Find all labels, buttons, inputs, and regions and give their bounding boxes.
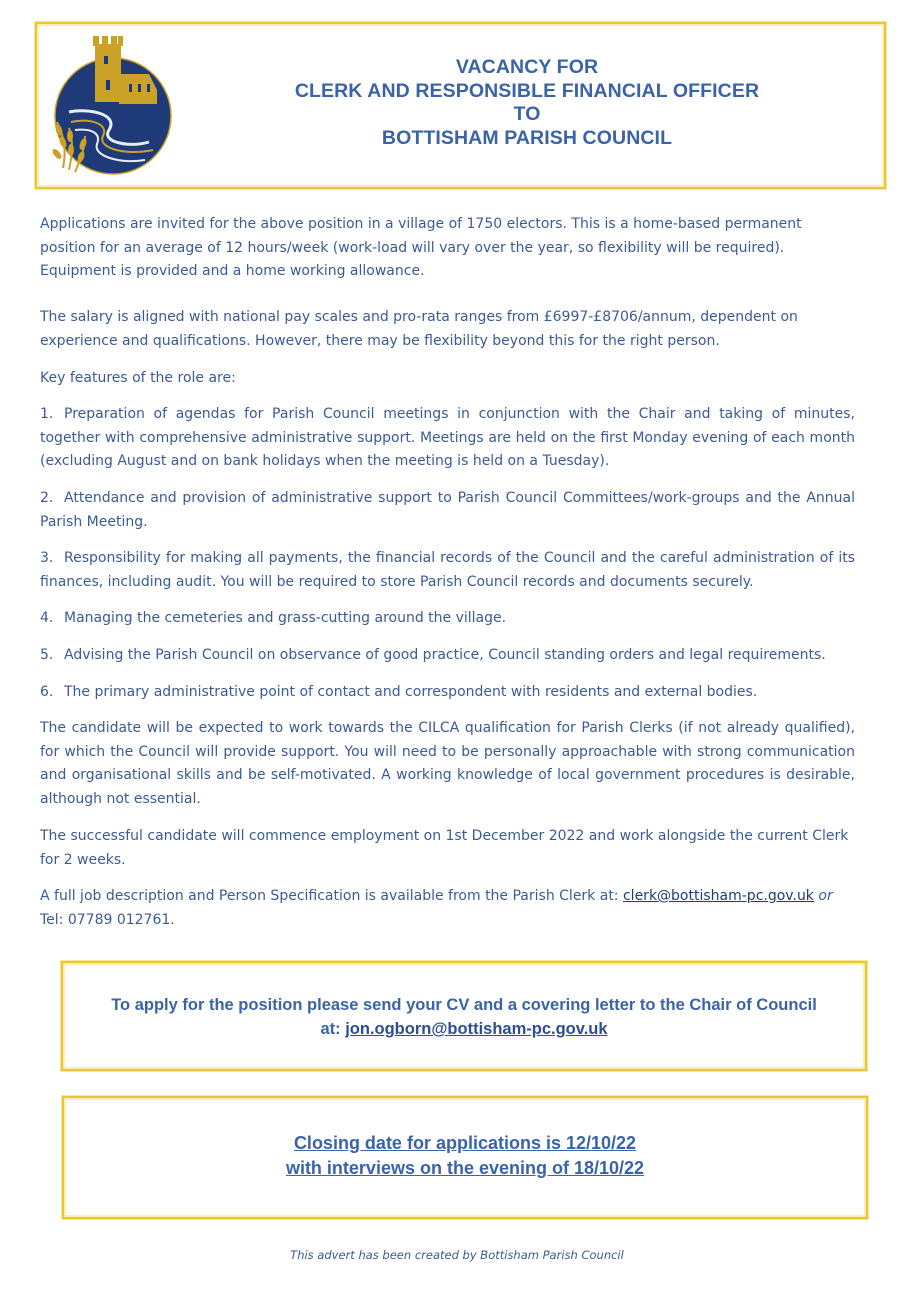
chair-email-link[interactable]: jon.ogborn@bottisham-pc.gov.uk — [345, 1020, 608, 1038]
key-features-heading — [40, 367, 855, 391]
feature-text: The primary administrative point of contact and correspondent with residents and external bodies. — [64, 684, 758, 700]
feature-text: Advising the Parish Council on observance of good practice, Council standing orders and legal requirements. — [64, 647, 826, 663]
candidate-paragraph — [40, 717, 855, 811]
apply-instructions — [63, 993, 865, 1041]
closing-line: Closing date for applications is 12/10/22 — [293, 1133, 637, 1153]
feature-number: 5. — [40, 647, 54, 663]
contact-tel: Tel: 07789 012761. — [40, 911, 175, 928]
key-features-heading-text: Key features of the role are: — [40, 370, 236, 386]
feature-text: Preparation of agendas for Parish Council meetings in conjunction with the Chair and taking of minutes, together with comprehensive administrative support. Meetings are held on the first Monday evening of each month (excluding August and on bank holidays when the meeting is held on a Tuesday). — [40, 406, 855, 469]
interview-line: with interviews on the evening of 18/10/22 — [285, 1158, 645, 1178]
closing-date-text — [64, 1131, 866, 1181]
commence-text: The successful candidate will commence employment on 1st December 2022 and work alongside the current Clerk for 2 weeks. — [40, 828, 849, 868]
contact-prefix: A full job description and Person Specification is available from the Parish Clerk at: — [40, 888, 623, 904]
feature-number: 6. — [40, 684, 54, 700]
feature-item — [40, 403, 855, 474]
feature-number: 1. — [40, 406, 54, 422]
feature-text: Attendance and provision of administrative support to Parish Council Committees/work-groups and the Annual Parish Meeting. — [40, 490, 855, 530]
feature-item — [40, 644, 855, 668]
candidate-text: The candidate will be expected to work towards the CILCA qualification for Parish Clerks (if not already qualified), for which the Council will provide support. You will need to be personally approachable with strong communication and organisational skills and be self-motivated. A working knowledge of local government procedures is desirable, although not essential. — [40, 720, 855, 807]
church-crest-icon — [49, 30, 177, 178]
feature-item — [40, 487, 855, 534]
title-line: TO — [513, 103, 541, 125]
feature-item — [40, 607, 855, 631]
closing-date-box — [62, 1096, 868, 1219]
salary-paragraph — [40, 306, 855, 353]
commence-paragraph — [40, 825, 855, 872]
title-line: BOTTISHAM PARISH COUNCIL — [381, 126, 673, 149]
title-line: CLERK AND RESPONSIBLE FINANCIAL OFFICER — [294, 79, 760, 102]
feature-item — [40, 681, 855, 705]
apply-box — [61, 961, 867, 1071]
footer-credit: This advert has been created by Bottisham Parish Council — [290, 1248, 624, 1262]
feature-number: 4. — [40, 610, 54, 626]
feature-item — [40, 547, 855, 594]
salary-text: The salary is aligned with national pay scales and pro-rata ranges from £6997-£8706/annum, dependent on experience and qualifications. However, there may be flexibility beyond this for the right person. — [40, 309, 798, 349]
vacancy-title — [217, 56, 837, 150]
title-line: VACANCY FOR — [455, 56, 599, 78]
apply-at: at: — [320, 1020, 346, 1038]
feature-number: 2. — [40, 490, 54, 506]
apply-line: To apply for the position please send your CV and a covering letter to the Chair of Council — [111, 996, 817, 1014]
contact-paragraph — [40, 885, 855, 932]
intro-paragraph — [40, 213, 855, 284]
clerk-email-link[interactable]: clerk@bottisham-pc.gov.uk — [622, 888, 814, 904]
header-box — [35, 22, 886, 189]
feature-number: 3. — [40, 550, 54, 566]
intro-text: Applications are invited for the above position in a village of 1750 electors. This is a home-based permanent position for an average of 12 hours/week (work-load will vary over the year, so flexibility will be required). Equipment is provided and a home working allowance. — [40, 216, 802, 279]
feature-text: Managing the cemeteries and grass-cutting around the village. — [64, 610, 507, 626]
contact-or: or — [818, 888, 833, 904]
feature-text: Responsibility for making all payments, the financial records of the Council and the careful administration of its finances, including audit. You will be required to store Parish Council records and documents securely. — [40, 550, 855, 590]
